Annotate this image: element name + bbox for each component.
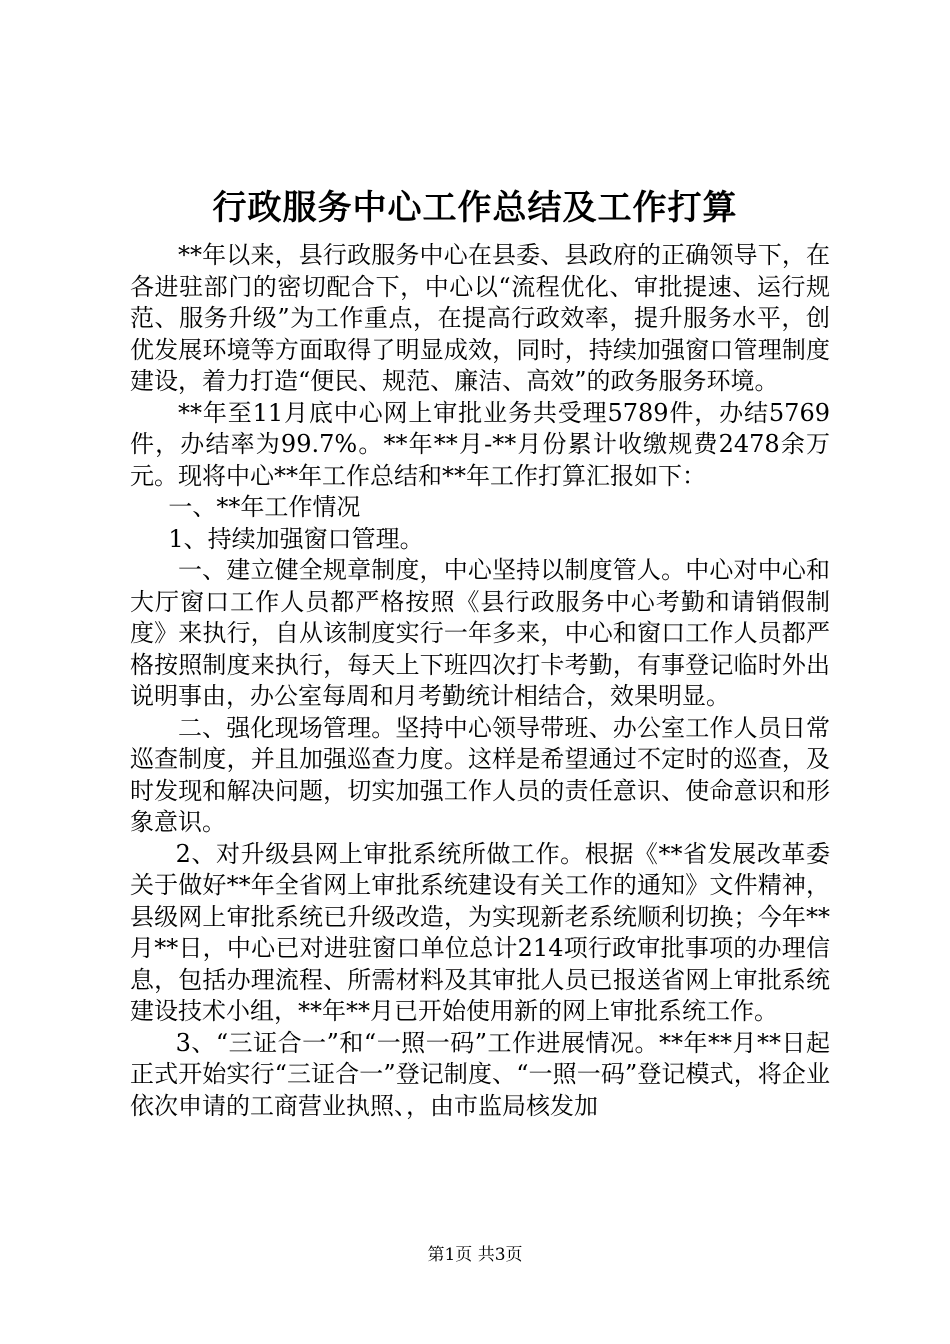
subheading-window-management: 1、持续加强窗口管理。 bbox=[168, 524, 424, 553]
paragraph-rules-system: 一、建立健全规章制度，中心坚持以制度管人。中心对中心和大厅窗口工作人员都严格按照《县行政服务中心考勤和请销假制度》来执行，自从该制度实行一年多来，中心和窗口工作人员都严格按照制度来执行，每天上下班四次打卡考勤，有事登记临时外出说明事由，办公室每周和月考勤统计相结合，效果明显。 bbox=[130, 556, 830, 710]
document-body bbox=[130, 240, 830, 1122]
paragraph-statistics: **年至11月底中心网上审批业务共受理5789件，办结5769件，办结率为99.7%。**年**月-**月份累计收缴规费2478余万元。现将中心**年工作总结和**年工作打算汇报如下： bbox=[130, 398, 830, 490]
document-title: 行政服务中心工作总结及工作打算 bbox=[212, 188, 738, 228]
paragraph-three-certificates: 3、“三证合一”和“一照一码”工作进展情况。**年**月**日起正式开始实行“三证合一”登记制度、“一照一码”登记模式，将企业依次申请的工商营业执照、，由市监局核发加 bbox=[130, 1028, 830, 1120]
page-footer: 第1页 共3页 bbox=[427, 1245, 523, 1265]
paragraph-online-approval-upgrade: 2、对升级县网上审批系统所做工作。根据《**省发展改革委关于做好**年全省网上审批系统建设有关工作的通知》文件精神，县级网上审批系统已升级改造，为实现新老系统顺利切换；今年**月**日，中心已对进驻窗口单位总计214项行政审批事项的办理信息，包括办理流程、所需材料及其审批人员已报送省网上审批系统建设技术小组，**年**月已开始使用新的网上审批系统工作。 bbox=[130, 839, 830, 1025]
section-heading-work-status: 一、**年工作情况 bbox=[168, 493, 361, 521]
paragraph-intro: **年以来，县行政服务中心在县委、县政府的正确领导下，在各进驻部门的密切配合下，中心以“流程优化、审批提速、运行规范、服务升级”为工作重点，在提高行政效率，提升服务水平，创优发展环境等方面取得了明显成效，同时，持续加强窗口管理制度建设，着力打造“便民、规范、廉洁、高效”的政务服务环境。 bbox=[130, 241, 830, 395]
paragraph-site-management: 二、强化现场管理。坚持中心领导带班、办公室工作人员日常巡查制度，并且加强巡查力度。这样是希望通过不定时的巡查，及时发现和解决问题，切实加强工作人员的责任意识、使命意识和形象意识。 bbox=[130, 713, 830, 836]
